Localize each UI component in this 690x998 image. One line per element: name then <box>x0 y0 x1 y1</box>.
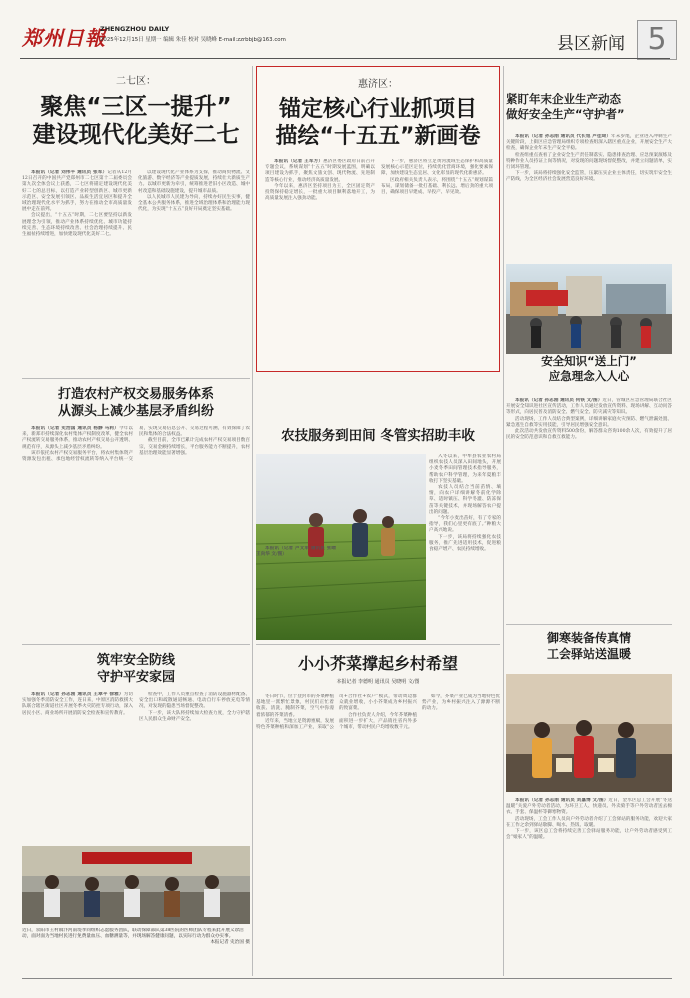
xiaocai-paragraph: 如今，芥菜产业已成为当地特色优势产业，为乡村振兴注入了源源不断的动力。 <box>422 694 500 712</box>
yuhan-paragraph: 下一步，该区总工会将持续完善工会驿站服务功能，让户外劳动者感受到工会“娘家人”的温暖。 <box>506 829 672 841</box>
huiji-paragraph: 今年以来，惠济区坚持项目为王，全区固定资产投资保持稳定增长，一批重大项目顺利落地开工，为高质量发展注入强劲动能。 <box>265 183 375 202</box>
erqi-paragraph: 以建设现代化产业体系为支撑，推动商贸物流、文化旅游、数字经济等产业提质发展，持续壮大新质生产力。以城市更新为牵引，统筹推进老旧小区改造、城中村改造和基础设施建设，提升城市品质。 <box>138 170 250 194</box>
yuhan-byline: 本报讯（记者 孙志刚 通讯员 刘嘉博 文/图） <box>515 798 609 803</box>
article-anquan <box>506 354 672 394</box>
zhufang-paragraph: 为切实加强冬季消防安全工作，连日来，中原区消防救援大队联合辖区街道社区开展冬季火灾防控专项行动，深入居民小区、商业场所开展消防安全检查和宣传教育。 <box>22 692 133 716</box>
tiaojie-title-line1: 打造农村产权交易服务体系 <box>57 387 214 402</box>
article-shangjie <box>506 92 672 132</box>
shangjie-paragraph: 下一步，该局将持续强化安全监管，压紧压实企业主体责任，切实筑牢安全生产防线，为全区经济社会发展营造良好环境。 <box>506 171 672 183</box>
yuhan-title-line2: 工会驿站送温暖 <box>546 647 631 661</box>
huiji-paragraph: 区政府相关负责人表示，将围绕“十五五”规划谋篇布局，谋划储备一批打基础、利长远、增后劲的重大项目，确保项目早建成、早投产、早见效。 <box>381 177 493 196</box>
page-number: 5 <box>647 22 667 57</box>
nongfu-paragraph: 入冬以来，中牟县农业农村局组织农技人员深入田间地头，开展小麦冬季田间管理技术指导服务，帮助农户科学管理，为来年夏粮丰收打下坚实基础。 <box>429 454 501 484</box>
erqi-paragraph: 记者从12月12日召开的中国共产党郑州市二七区第十二届委员会第九次全体会议上获悉，二七区将锚定建设现代化美好二七的总目标，以打造产业转型创新区、城市更新示范区、安全发展引领区、品质生活宜居区和提升全域治理现代化水平为抓手，努力在推动全市高质量发展中走在前列。 <box>22 170 132 213</box>
huiji-body-2 <box>381 159 493 365</box>
article-yuhan <box>506 630 672 670</box>
section-name: 县区新闻 <box>557 34 625 54</box>
xiaocai-paragraph: 冬日时节，位于登封市的芥菜种植基地里一派繁忙景象，村民们正忙着收获、清洗、腌制芥菜，空气中弥漫着浓郁的芥菜清香。 <box>256 694 334 718</box>
newspaper-logo: 郑州日報 <box>22 26 106 50</box>
nongfu-paragraph: 下一步，该局将持续强化农技服务，推广先进适用技术，促进粮食稳产增产、农民持续增收。 <box>429 534 501 553</box>
divider <box>256 644 500 645</box>
erqi-body-1 <box>22 170 132 365</box>
shangjie-title-line2: 做好安全生产“守护者” <box>506 107 625 121</box>
clinic-photo-image <box>22 846 250 924</box>
tiaojie-paragraph: 截至目前，全市已累计完成农村产权交易项目数百宗，交易金额持续增长，平台服务能力不断提升，农村基层治理效能显著增强。 <box>139 438 250 456</box>
erqi-kicker: 二七区： <box>116 76 156 87</box>
divider <box>22 378 250 379</box>
anquan-byline: 本报讯（记者 孙志刚 通讯员 何铁 文/图） <box>515 398 603 403</box>
erqi-paragraph: 以人民城市人民建为导向，持续办好民生实事，健全基本公共服务体系，推进全域治理体系和治理能力现代化，为实现“十五五”良好开局奠定坚实基础。 <box>138 194 250 213</box>
xiaocai-paragraph: 合作社负责人介绍，今年芥菜种植面积进一步扩大，产品销往省内外多个城市，带动村民户均增收数千元。 <box>339 712 417 731</box>
divider <box>503 66 504 976</box>
nongfu-body-2 <box>429 454 501 640</box>
huiji-paragraph: 惠济区委区政府日前召开专题会议，系统谋划“十五五”时期发展蓝图，明确以项目建设为抓手，聚焦文旅文创、现代物流、先进制造等核心行业，推动经济高质量发展。 <box>265 159 375 183</box>
yuhan-paragraph: 近日，金水区总工会开展“冬送温暖”关爱户外劳动者活动，为环卫工人、快递员、外卖骑手等户外劳动者送去棉衣、手套、保温杯等御寒物资。 <box>506 798 672 816</box>
huiji-title-line1: 锚定核心行业抓项目 <box>278 97 477 122</box>
huiji-body-1 <box>265 159 375 365</box>
article-xiaocai <box>256 650 500 690</box>
safety-photo <box>506 264 672 354</box>
article-zhufang <box>22 652 250 692</box>
xiaocai-title: 小小芥菜撑起乡村希望 <box>297 654 458 673</box>
shangjie-title-line1: 紧盯年末企业生产动态 <box>506 92 621 106</box>
anquan-title-line2: 应急理念入人心 <box>548 369 630 383</box>
page-number-box <box>637 20 677 60</box>
erqi-byline: 本报讯（记者 刘伟平 通讯员 张军） <box>31 170 108 175</box>
zhufang-title-line1: 筑牢安全防线 <box>96 653 175 668</box>
clinic-caption-text: 近日，荥阳市王村镇汴河南堤孝同组织志愿服务团队，联动保障部队第38医院的医师团队专程来此开展义诊活动，面对面为当地村民进行免费量血压、血糖测量等，并现场解答健康问题，以实际行动为群众办实事。 <box>22 928 244 940</box>
article-nongfu <box>256 424 500 454</box>
safety-photo-image <box>506 264 672 354</box>
issue-info: 2025年12月15日 星期一 编辑 朱佳 校对 吴晓峰 E-mail:zzrbbjb@163.com <box>100 37 286 43</box>
nongfu-paragraph: “今年小麦出苗好，有了专家的指导，我们心里更有底了。”种粮大户高兴地说。 <box>429 516 501 534</box>
zhufang-body <box>22 692 250 840</box>
article-tiaojie <box>22 386 250 422</box>
zhufang-paragraph: 下一步，该大队将持续加大检查力度，全力守护辖区人民群众生命财产安全。 <box>139 710 250 722</box>
erqi-body-2 <box>138 170 250 365</box>
newspaper-pinyin: ZHENGZHOU DAILY <box>100 25 170 33</box>
xiaocai-paragraph: 近年来，当地立足资源禀赋，发展特色芥菜种植和深加工产业，采取“公司+合作社+农户”模式，带动周边群众就业增收，小小芥菜成为乡村振兴的致富菜。 <box>256 694 417 731</box>
anquan-title-line1: 安全知识“送上门” <box>541 354 637 368</box>
winter-gear-photo <box>506 674 672 792</box>
tiaojie-paragraph: 该市依托农村产权交易服务平台，将农村集体资产资源发包出租、承包地经营权流转等纳入平台统一交易，实现交易信息公开、交易过程可溯，有效保障了农民和集体的合法权益。 <box>22 426 250 463</box>
xiaocai-body <box>256 694 500 978</box>
tiaojie-title-line2: 从源头上减少基层矛盾纠纷 <box>57 404 214 419</box>
anquan-paragraph: 此次活动共发放宣传资料500余份，解答群众咨询100余人次，有效提升了居民的安全防范意识和自救互救能力。 <box>506 429 672 441</box>
divider <box>22 644 250 645</box>
clinic-photo <box>22 846 250 924</box>
huiji-kicker: 惠济区： <box>358 79 398 90</box>
yuhan-body <box>506 798 672 978</box>
huiji-byline: 本报讯（记者 王军方） <box>274 159 324 164</box>
nongfu-title: 农技服务到田间 冬管实招助丰收 <box>281 428 475 444</box>
zhufang-title-line2: 守护平安家园 <box>96 670 175 685</box>
erqi-title-line1: 聚焦“三区一提升” <box>40 94 232 120</box>
anquan-paragraph: 活动现场，工作人员结合典型案例，详细讲解家庭火灾预防、燃气泄漏处置、紧急逃生自救等实用技能，引导居民增强安全意识。 <box>506 416 672 428</box>
huiji-paragraph: 下一步，惠济区将立足黄河流域生态保护和高质量发展核心示范区定位，持续优化营商环境，强化要素保障，加快建设生态宜居、文化彰显的现代化新惠济。 <box>381 159 493 177</box>
divider <box>506 624 672 625</box>
tiaojie-byline: 本报讯（记者 史治国 通讯员 杨静 马莉） <box>31 426 119 431</box>
erqi-title-line2: 建设现代化美好二七 <box>32 122 240 148</box>
nongfu-byline: 本报讯（记者 卢文军 通讯员 张晴 王向华 文/图） <box>256 546 336 558</box>
anquan-body <box>506 398 672 622</box>
anquan-paragraph: 近日，管城区应急管理局联合社区开展安全知识进社区宣传活动，工作人员通过发放宣传资料、现场讲解、互动问答等形式，向居民普及消防安全、燃气安全、防灾减灾等知识。 <box>506 398 672 416</box>
article-huiji <box>256 66 500 372</box>
nongfu-paragraph: 农技人员结合当前苗情、墒情，向农户详细讲解冬前化学除草、适时镇压、科学冬灌、防冻保苗等关键技术，并现场解答农户提出的问题。 <box>429 485 501 515</box>
erqi-paragraph: 会议提出，“十五五”时期，二七区要坚持以新发展理念为引领，推动产业体系持续优化、城市功能持续完善、生态环境持续改善、社会治理持续提升、民生福祉持续增进，加快建设现代化美好二七。 <box>22 213 132 238</box>
divider <box>22 978 672 979</box>
clinic-caption <box>22 928 250 972</box>
masthead-rule <box>20 58 670 59</box>
huiji-title-line2: 描绘“十五五”新画卷 <box>275 124 481 149</box>
shangjie-byline: 本报讯（记者 孙志刚 通讯员 代长旭 卢佳琦） <box>515 134 612 139</box>
zhufang-byline: 本报讯（记者 孙志刚 通讯员 王翠平 徐雅） <box>31 692 124 697</box>
winter-gear-photo-image <box>506 674 672 792</box>
yuhan-title-line1: 御寒装备传真情 <box>546 631 631 645</box>
xiaocai-byline: 本报记者 李德明 通讯员 吴晓明 文/图 <box>336 679 420 685</box>
clinic-caption-credit: 本报记者 史治国 摄 <box>210 940 250 946</box>
shangjie-body <box>506 134 672 260</box>
zhufang-paragraph: 检查中，工作人员重点检查了消防设施器材配备、安全出口和疏散通道畅通、电动自行车停放充电等情况，对发现的隐患当场督促整改。 <box>139 692 250 710</box>
yuhan-paragraph: 活动现场，工会工作人员向户外劳动者介绍了工会驿站的服务功能，欢迎大家在工作之余到驿站歇脚、喝水、热饭、取暖。 <box>506 816 672 828</box>
tiaojie-paragraph: 今年以来，新郑市持续深化农村集体产权制度改革，健全农村产权流转交易服务体系，推动农村产权交易公开透明、规范有序，从源头上减少基层矛盾纠纷。 <box>22 426 133 450</box>
nongfu-body-1 <box>256 546 336 640</box>
masthead <box>0 0 690 60</box>
shangjie-paragraph: 检查组重点查看了企业安全生产责任制落实、隐患排查治理、应急预案演练及特种作业人员持证上岗等情况，对发现的问题现场督促整改，并建立问题清单，实行闭环管理。 <box>506 152 672 171</box>
shangjie-paragraph: 年末岁尾，企业进入冲刺生产关键阶段，上街区应急管理局组织专项检查组深入辖区重点企业，开展安全生产大检查，确保企业年末生产安全平稳。 <box>506 134 672 152</box>
divider <box>252 66 253 976</box>
tiaojie-body <box>22 426 250 622</box>
